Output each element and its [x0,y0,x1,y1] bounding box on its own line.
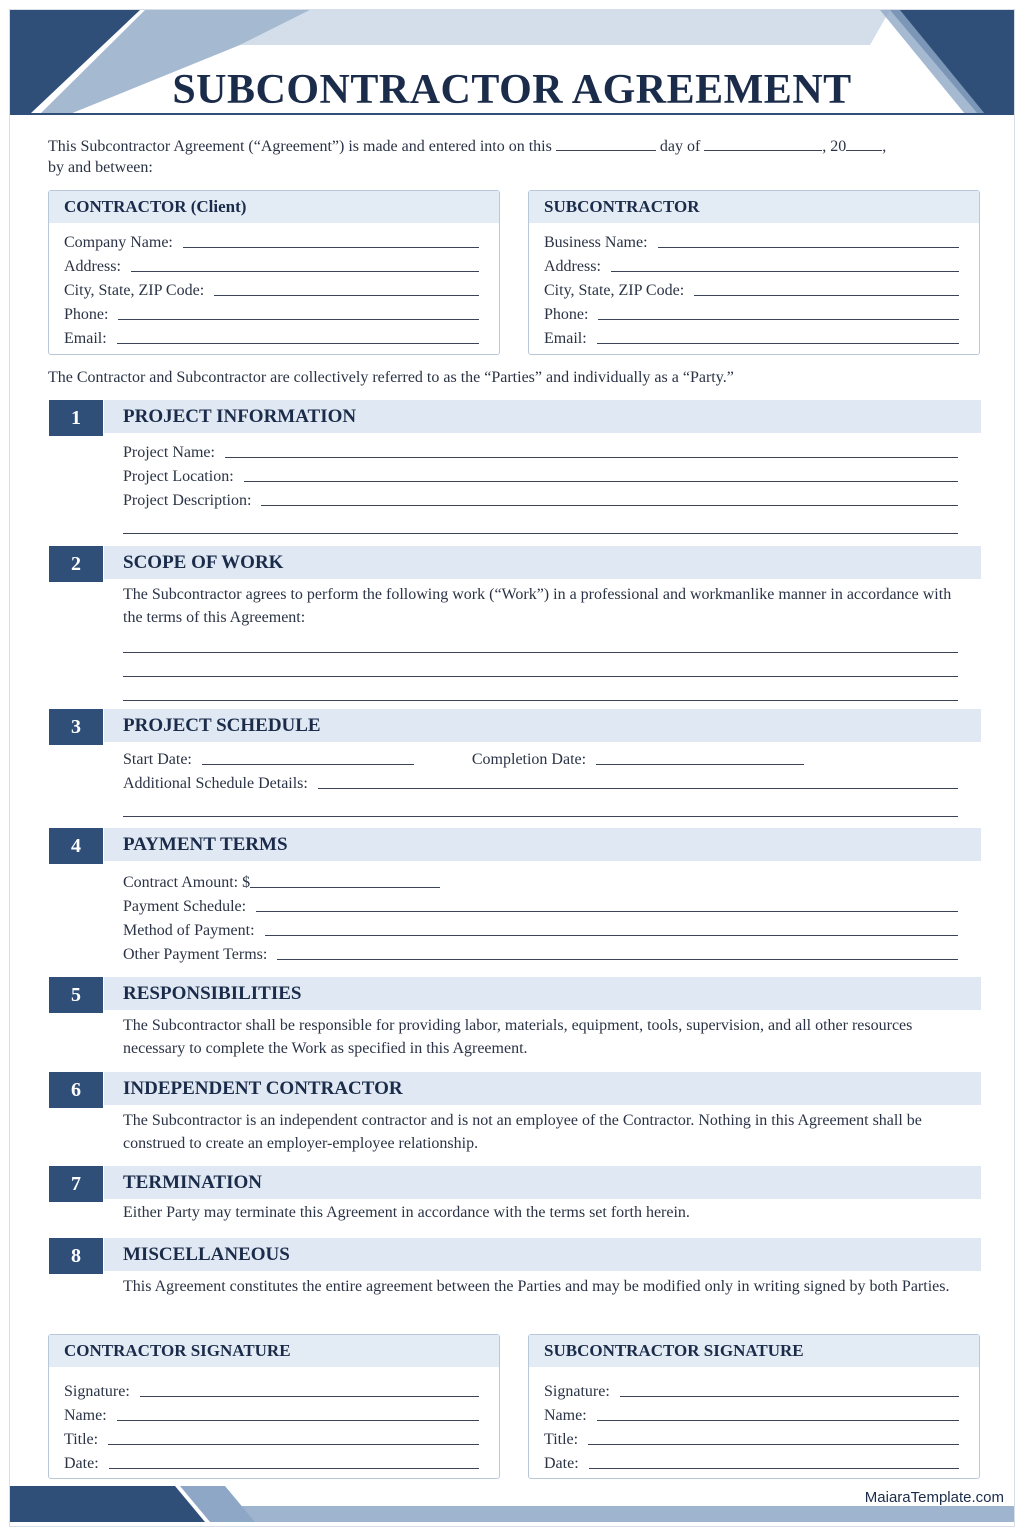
section-title: SCOPE OF WORK [123,552,284,573]
start-date-field[interactable] [202,764,414,765]
sub-phone-row [529,300,979,324]
section-title: TERMINATION [123,1172,262,1193]
field-label: Phone: [64,306,109,323]
field-label: Contract Amount: $ [123,874,251,891]
schedule-details-line-2[interactable] [123,793,958,817]
field-label: Email: [544,330,587,347]
section-number: 3 [49,709,103,745]
section-title: PROJECT SCHEDULE [123,715,321,736]
month-blank[interactable] [704,137,822,151]
contractor-phone-field[interactable] [118,319,479,320]
sub-city-field[interactable] [694,295,959,296]
scope-text: The Subcontractor agrees to perform the following work (“Work”) in a professional and workmanlike manner in accordance with the terms of this Agreement: [123,586,952,626]
field-label: Project Location: [123,468,234,485]
subcontractor-name-field[interactable] [597,1420,959,1421]
field-label: Project Name: [123,444,215,461]
contractor-date-field[interactable] [109,1468,479,1469]
section-title: PROJECT INFORMATION [123,406,357,427]
sub-address-row [529,252,979,276]
field-label: Signature: [544,1383,610,1400]
field-label: Name: [64,1407,107,1424]
field-label: Name: [544,1407,587,1424]
section-title: INDEPENDENT CONTRACTOR [123,1078,403,1099]
contractor-box [48,190,500,355]
field-label: Date: [544,1455,579,1472]
project-description-line-2[interactable] [123,510,958,534]
field-label: Signature: [64,1383,130,1400]
intro-text-1: This Subcontractor Agreement (“Agreement”) is made and entered into on this [48,138,552,155]
section-title: RESPONSIBILITIES [123,983,302,1004]
field-label: Title: [544,1431,579,1448]
scope-line-1[interactable] [123,629,958,653]
contractor-heading: CONTRACTOR (Client) [49,191,499,223]
day-blank[interactable] [556,137,656,151]
contractor-city-row [49,276,499,300]
field-label: Additional Schedule Details: [123,775,308,792]
subcontractor-signature-heading: SUBCONTRACTOR SIGNATURE [529,1335,979,1367]
contractor-address-row [49,252,499,276]
field-label: Start Date: [123,751,192,768]
section-title: PAYMENT TERMS [123,834,288,855]
contractor-company-row [49,228,499,252]
section-number: 2 [49,546,103,582]
schedule-details-field[interactable] [318,788,958,789]
field-label: Address: [544,258,601,275]
field-label: Address: [64,258,121,275]
field-label: City, State, ZIP Code: [544,282,685,299]
contractor-address-field[interactable] [131,271,479,272]
field-label: Business Name: [544,234,648,251]
project-name-field[interactable] [225,457,958,458]
field-label: Company Name: [64,234,173,251]
other-payment-terms-field[interactable] [277,959,958,960]
subcontractor-date-field[interactable] [589,1468,959,1469]
intro-paragraph [48,136,983,178]
section-number: 7 [49,1166,103,1202]
field-label: Other Payment Terms: [123,946,268,963]
contractor-email-row [49,324,499,348]
contract-amount-field[interactable] [250,887,440,888]
contractor-title-field[interactable] [108,1444,479,1445]
project-description-field[interactable] [261,505,958,506]
sub-address-field[interactable] [611,271,959,272]
contractor-company-field[interactable] [183,247,479,248]
field-label: Project Description: [123,492,252,509]
intro-text-2: day of [659,138,701,155]
section-number: 1 [49,400,103,436]
intro-text-4: , [882,138,887,155]
field-label: Method of Payment: [123,922,255,939]
subcontractor-signature-box [528,1334,980,1479]
scope-line-3[interactable] [123,677,958,701]
section-title: MISCELLANEOUS [123,1244,290,1265]
field-label: Email: [64,330,107,347]
collective-statement: The Contractor and Subcontractor are collectively referred to as the “Parties” and individually as a “Party.” [48,369,734,386]
year-blank[interactable] [846,137,882,151]
field-label: Date: [64,1455,99,1472]
intro-text-5: by and between: [48,159,153,176]
section-number: 8 [49,1238,103,1274]
contractor-city-field[interactable] [214,295,479,296]
contractor-phone-row [49,300,499,324]
field-label: Phone: [544,306,589,323]
contractor-email-field[interactable] [117,343,479,344]
payment-method-field[interactable] [265,935,958,936]
contractor-signature-heading: CONTRACTOR SIGNATURE [49,1335,499,1367]
miscellaneous-text: This Agreement constitutes the entire agreement between the Parties and may be modified only in writing signed by both Parties. [123,1278,950,1295]
section-number: 6 [49,1072,103,1108]
contractor-signature-box [48,1334,500,1479]
page-title: SUBCONTRACTOR AGREEMENT [172,67,852,113]
section-number: 5 [49,977,103,1013]
field-label: Completion Date: [471,751,587,768]
contractor-signature-field[interactable] [140,1396,479,1397]
sub-phone-field[interactable] [598,319,959,320]
completion-date-field[interactable] [596,764,804,765]
sub-email-row [529,324,979,348]
independent-contractor-text: The Subcontractor is an independent contractor and is not an employee of the Contractor. Nothing in this Agreement shall be construed to create an employer-employee relationship. [123,1112,922,1152]
responsibilities-text: The Subcontractor shall be responsible for providing labor, materials, equipment, tools, supervision, and all other resources necessary to complete the Work as specified in this Agreement. [123,1017,913,1057]
project-location-field[interactable] [244,481,958,482]
intro-text-3: , 20 [822,138,847,155]
sub-city-row [529,276,979,300]
subcontractor-signature-field[interactable] [620,1396,959,1397]
sub-email-field[interactable] [597,343,959,344]
subcontractor-box [528,190,980,355]
subcontractor-title-field[interactable] [588,1444,959,1445]
subcontractor-heading: SUBCONTRACTOR [529,191,979,223]
scope-line-2[interactable] [123,653,958,677]
termination-text: Either Party may terminate this Agreement in accordance with the terms set forth herein. [123,1204,690,1221]
field-label: Payment Schedule: [123,898,247,915]
document-page [9,9,1015,1527]
field-label: City, State, ZIP Code: [64,282,205,299]
sub-business-field[interactable] [658,247,959,248]
footer-brand[interactable]: MaiaraTemplate.com [864,1489,1004,1506]
section-number: 4 [49,828,103,864]
contractor-name-field[interactable] [117,1420,479,1421]
sub-business-row [529,228,979,252]
field-label: Title: [64,1431,99,1448]
payment-schedule-field[interactable] [256,911,958,912]
